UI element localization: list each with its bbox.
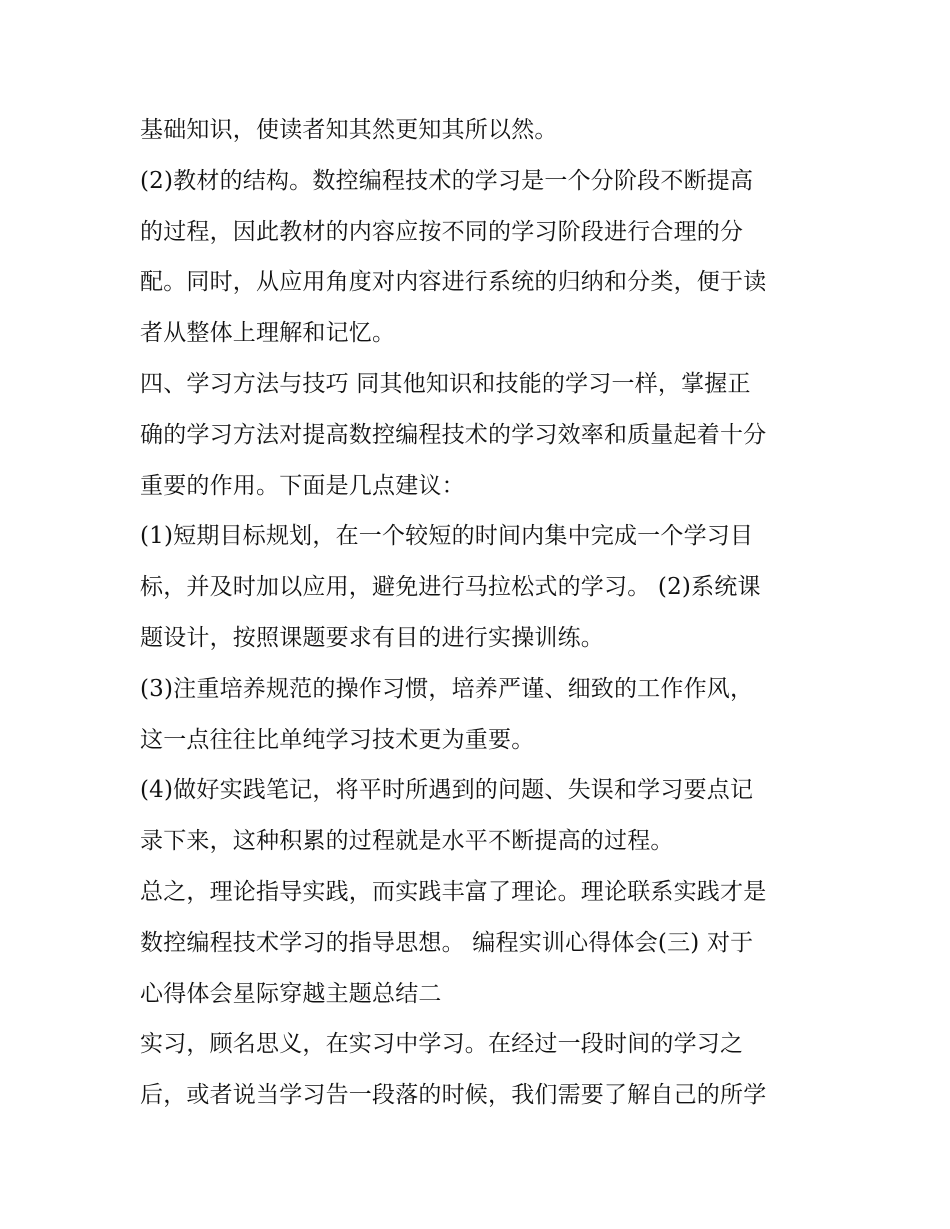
text-line-9: (1)短期目标规划，在一个较短的时间内集中完成一个学习目 (140, 523, 754, 549)
text-line-15: 录下来，这种积累的过程就是水平不断提高的过程。 (140, 828, 674, 854)
text-line-11: 题设计，按照课题要求有目的进行实操训练。 (140, 625, 604, 651)
text-line-1: 基础知识，使读者知其然更知其所以然。 (140, 117, 558, 143)
text-line-2: (2)教材的结构。数控编程技术的学习是一个分阶段不断提高 (140, 168, 754, 194)
text-line-8: 重要的作用。下面是几点建议： (140, 473, 465, 499)
text-line-20: 后，或者说当学习告一段落的时候，我们需要了解自己的所学 (140, 1082, 767, 1108)
text-line-17: 数控编程技术学习的指导思想。 编程实训心得体会(三) 对于 (140, 930, 754, 956)
text-line-3: 的过程，因此教材的内容应按不同的学习阶段进行合理的分 (140, 219, 744, 245)
text-line-4: 配。同时，从应用角度对内容进行系统的归纳和分类，便于读 (140, 269, 767, 295)
text-line-19: 实习，顾名思义，在实习中学习。在经过一段时间的学习之 (140, 1031, 744, 1057)
text-line-16: 总之，理论指导实践，而实践丰富了理论。理论联系实践才是 (140, 879, 767, 905)
text-line-7: 确的学习方法对提高数控编程技术的学习效率和质量起着十分 (140, 422, 767, 448)
text-line-5: 者从整体上理解和记忆。 (140, 320, 396, 346)
text-line-6: 四、学习方法与技巧 同其他知识和技能的学习一样，掌握正 (140, 371, 751, 397)
text-line-14: (4)做好实践笔记，将平时所遇到的问题、失误和学习要点记 (140, 777, 754, 803)
text-line-18: 心得体会星际穿越主题总结二 (140, 981, 442, 1007)
text-line-13: 这一点往往比单纯学习技术更为重要。 (140, 727, 535, 753)
text-line-12: (3)注重培养规范的操作习惯，培养严谨、细致的工作作风， (140, 676, 754, 702)
text-line-10: 标，并及时加以应用，避免进行马拉松式的学习。 (2)系统课 (140, 574, 761, 600)
